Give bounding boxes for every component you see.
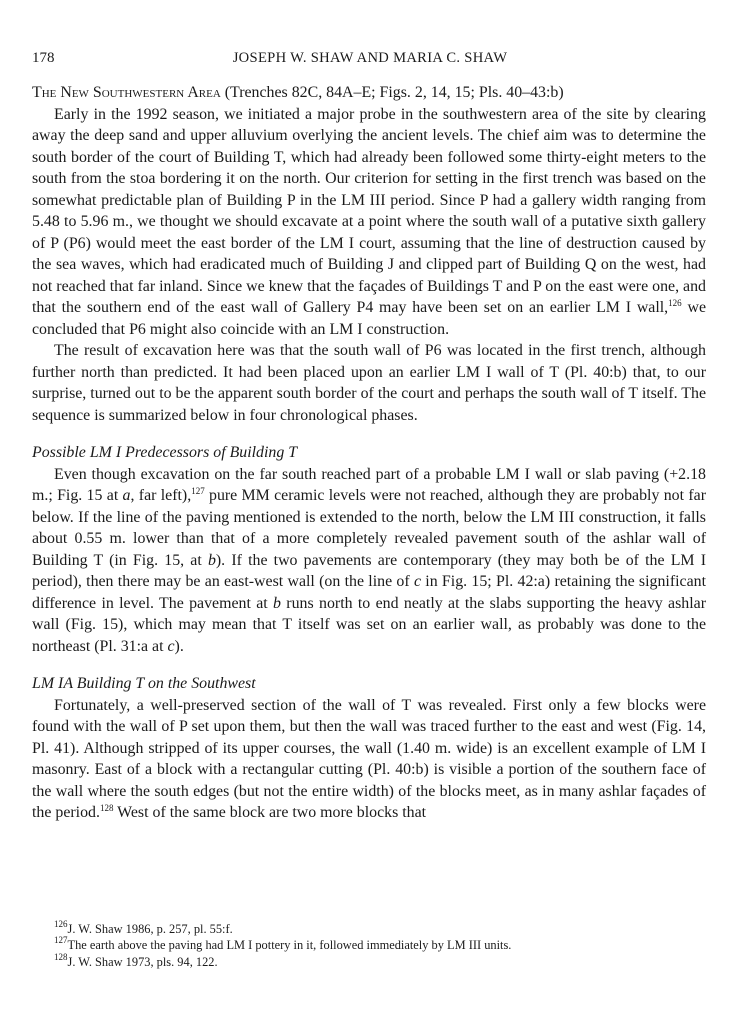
main-text bbox=[32, 82, 706, 824]
footnote-126 bbox=[32, 921, 706, 937]
footnote-number: 128 bbox=[54, 951, 68, 962]
footnote-ref-126: 126 bbox=[668, 298, 682, 308]
paragraph-3-text-b: , far left), bbox=[130, 487, 192, 504]
running-head: JOSEPH W. SHAW AND MARIA C. SHAW bbox=[232, 50, 508, 66]
fig-label-b: b bbox=[207, 551, 216, 569]
footnote-127 bbox=[32, 937, 706, 953]
footnote-text: J. W. Shaw 1986, p. 257, pl. 55:f. bbox=[67, 922, 233, 936]
footnote-128 bbox=[32, 951, 706, 970]
paragraph-3-text-c: pure MM ceramic levels were not reached, although they are probably not far below. If the line of the paving mentioned is extended to the north, below the LM III construction, it falls about 0.55 m. lower than that of a more completely revealed pavement south of the ashlar wall of Building T (in Fig. 15, at bbox=[32, 487, 706, 569]
section-refs: (Trenches 82C, 84A–E; Figs. 2, 14, 15; Pls. 40–43:b) bbox=[220, 84, 564, 101]
footnote-text: J. W. Shaw 1973, pls. 94, 122. bbox=[67, 954, 218, 969]
paragraph-4-text-end: West of the same block are two more blocks that bbox=[113, 804, 427, 821]
footnote-number: 126 bbox=[54, 919, 68, 929]
footnote-number: 127 bbox=[54, 935, 68, 946]
footnotes bbox=[32, 921, 706, 970]
paragraph-1 bbox=[32, 104, 706, 341]
section-title: The New Southwestern Area bbox=[32, 84, 221, 101]
paragraph-3-text-g: ). bbox=[174, 637, 184, 655]
footnote-ref-127: 127 bbox=[191, 486, 205, 496]
page-header bbox=[32, 50, 708, 70]
paragraph-1-text-end: we concluded that P6 might also coincide with an LM I construction. bbox=[32, 299, 706, 338]
paragraph-3-text-e: in Fig. 15; Pl. 42:a) retaining the significant difference in level. The pavement at bbox=[32, 573, 706, 612]
fig-label-c: c bbox=[413, 573, 421, 590]
fig-label-b-2: b bbox=[273, 594, 281, 612]
paragraph-3 bbox=[32, 464, 706, 658]
paragraph-1-text: Early in the 1992 season, we initiated a major probe in the southwestern area of the site by clearing away the deep sand and upper alluvium overlying the ancient levels. The chief aim was to determine the south border of the court of Building T, which had already been followed some thirty-eight meters to the south from the stoa bordering it on the north. Our criterion for setting in the first trench was based on the somewhat predictable plan of Building P in the LM III period. Since P had a gallery width ranging from 5.48 to 5.96 m., we thought we should excavate at a point where the south wall of a putative sixth gallery of P (P6) would meet the east border of the LM I court, assuming that the line of destruction caused by the sea waves, which had eradicated much of Building J and clipped part of Building Q on the west, had not reached that far inland. Since we knew that the façades of Buildings T and P on the east were one, and that the southern end of the east wall of Gallery P4 may have been set on an earlier LM I wall, bbox=[32, 105, 706, 316]
paragraph-2: The result of excavation here was that the south wall of P6 was located in the first trench, although further north than predicted. It had been placed upon an earlier LM I wall of T (Pl. 40:b) that, to our surprise, turned out to be the apparent south border of the court and perhaps the south wall of T itself. The sequence is summarized below in four chronological phases. bbox=[32, 342, 706, 424]
section-heading bbox=[32, 82, 706, 104]
paragraph-3-text-a: Even though excavation on the far south reached part of a probable LM I wall or slab paving (+2.18 m.; Fig. 15 at bbox=[32, 465, 706, 504]
page-number: 178 bbox=[32, 50, 55, 66]
subheading-building-t: LM IA Building T on the Southwest bbox=[32, 675, 256, 692]
footnote-text: The earth above the paving had LM I pottery in it, followed immediately by LM III units. bbox=[67, 938, 512, 953]
fig-label-a: a bbox=[122, 487, 131, 504]
paragraph-4 bbox=[32, 695, 706, 824]
paragraph-4-text: Fortunately, a well-preserved section of the wall of T was revealed. First only a few blocks were found with the wall of P set upon them, but then the wall was traced further to the east and west (Fig. 14, Pl. 41). Although stripped of its upper courses, the wall (1.40 m. wide) is an excellent example of LM I masonry. East of a block with a rectangular cutting (Pl. 40:b) is visible a portion of the southern face of the wall where the south edges (but not the entire width) of the blocks meet, as in many ashlar façades of the period. bbox=[32, 696, 706, 821]
paragraph-3-text-f: runs north to end neatly at the slabs supporting the heavy ashlar wall (Fig. 15), which may mean that T itself was set on an earlier wall, as probably was done to the northeast (Pl. 31:a at bbox=[32, 594, 707, 655]
footnote-ref-128: 128 bbox=[99, 803, 114, 813]
fig-label-c-2: c bbox=[167, 637, 175, 655]
paragraph-3-text-d: ). If the two pavements are contemporary (they may both be of the LM I period), then there may be an east-west wall (on the line of bbox=[32, 551, 706, 590]
subheading-predecessors: Possible LM I Predecessors of Building T bbox=[32, 444, 298, 461]
